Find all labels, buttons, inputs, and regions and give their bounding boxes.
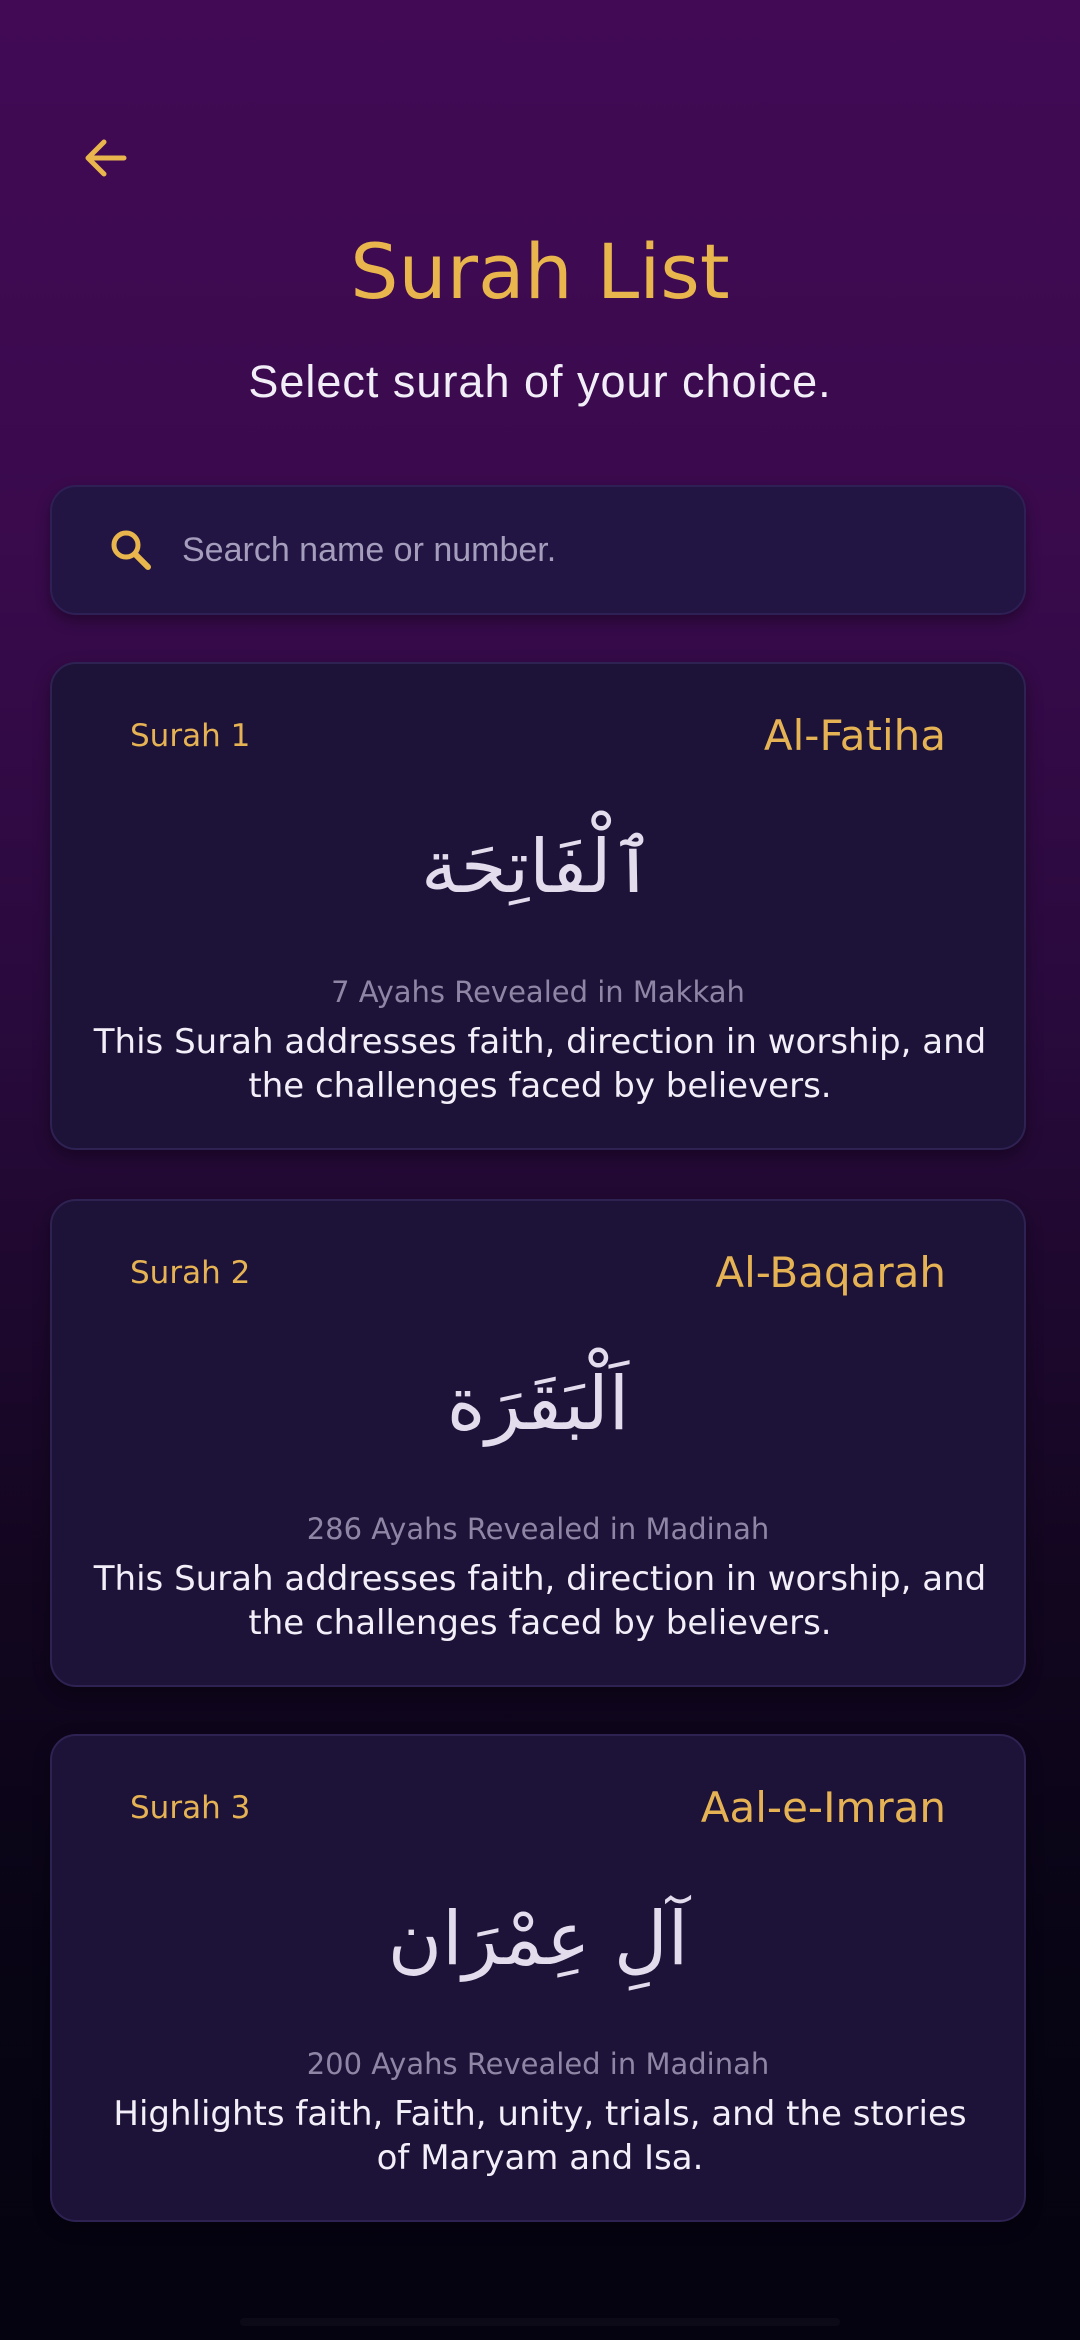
search-icon[interactable] [108,527,154,573]
surah-name: Al-Baqarah [715,1248,946,1297]
surah-card-3[interactable] [50,1734,1026,2222]
surah-description: Highlights faith, Faith, unity, trials, and the stories of Maryam and Isa. [113,2094,967,2178]
surah-card-2[interactable] [50,1199,1026,1687]
surah-meta: 200 Ayahs Revealed in Madinah [306,2047,770,2081]
surah-number: Surah 1 [130,718,251,754]
surah-number: Surah 2 [130,1255,251,1291]
surah-card-1[interactable] [50,662,1026,1150]
page-subtitle: Select surah of your choice. [248,356,832,407]
home-indicator [240,2318,840,2326]
surah-name: Aal-e-Imran [700,1783,946,1832]
surah-arabic-name: ٱلْفَاتِحَة [421,824,655,910]
surah-description: This Surah addresses faith, direction in worship, and the challenges faced by believers. [93,1559,987,1643]
search-box[interactable] [50,485,1026,615]
surah-arabic-name: اَلْبَقَرَة [446,1361,630,1447]
surah-meta: 7 Ayahs Revealed in Makkah [331,975,745,1009]
page-title: Surah List [350,227,730,316]
surah-meta: 286 Ayahs Revealed in Madinah [306,1512,770,1546]
surah-arabic-name: آلِ عِمْرَان [387,1896,689,1982]
surah-number: Surah 3 [130,1790,251,1826]
surah-description: This Surah addresses faith, direction in worship, and the challenges faced by believers. [93,1022,987,1106]
arrow-left-icon [82,134,130,182]
surah-name: Al-Fatiha [763,711,946,760]
search-input[interactable] [182,531,982,570]
back-button[interactable] [78,130,134,186]
